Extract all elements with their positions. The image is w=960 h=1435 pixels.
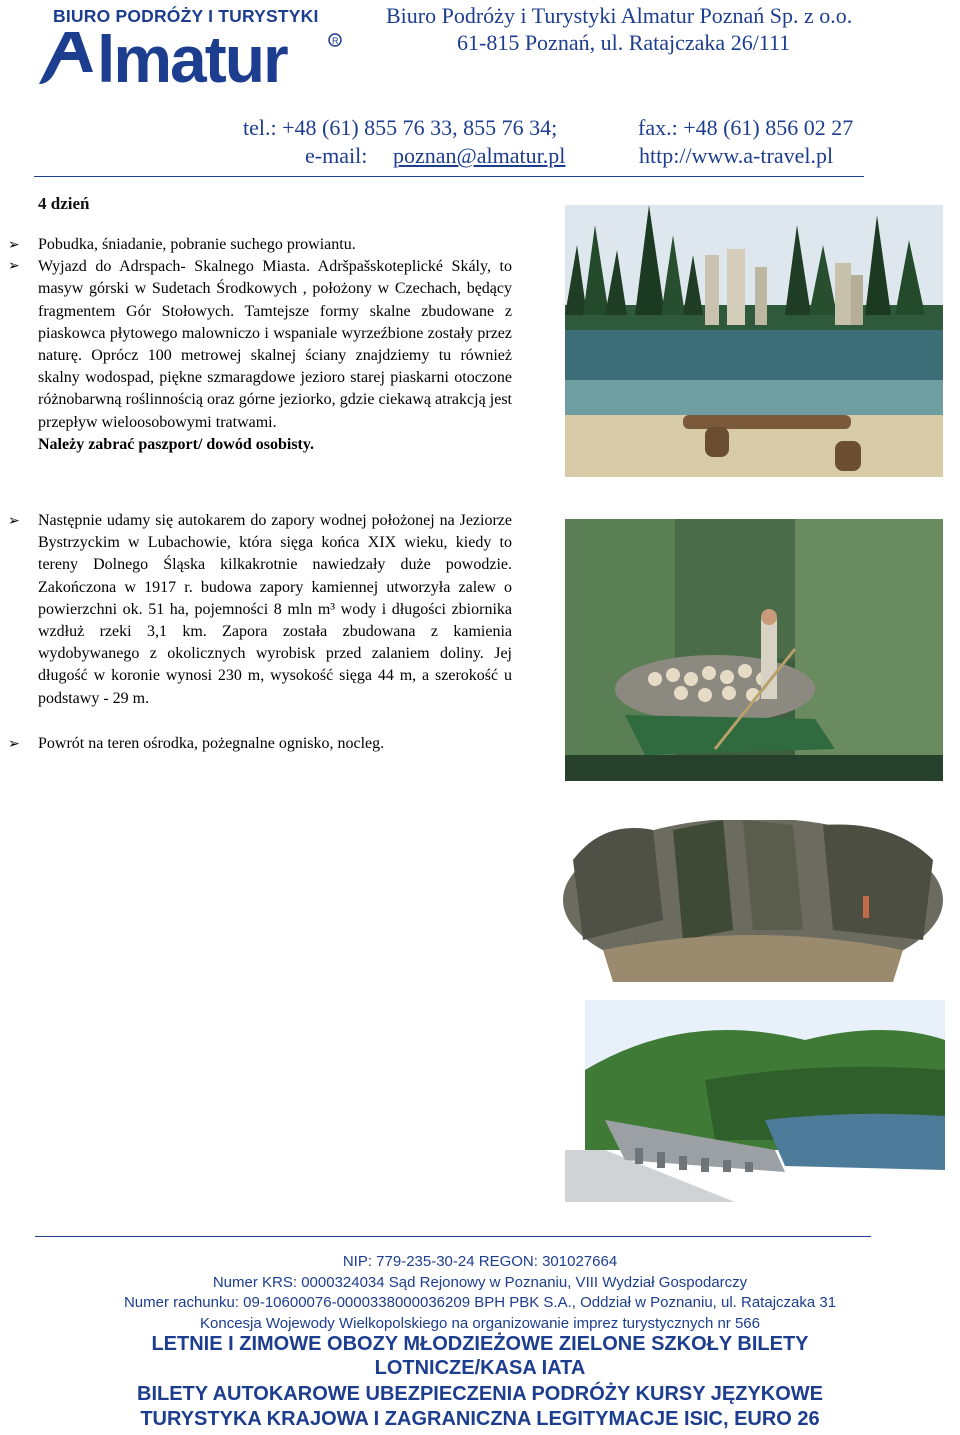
email-label: e-mail: <box>305 143 368 168</box>
website-link[interactable]: http://www.a-travel.pl <box>639 143 834 168</box>
list-item: Następnie udamy się autokarem do zapory wodnej położonej na Jeziorze Bystrzyckim w Lubachowie, która sięga końca XIX wieku, kiedy to tereny Dolnego Śląska kilkakrotnie nawiedzały duże powodzie. Zakończona w 1917 r. budowa zapory kamiennej utworzyła zalew o powierzchni ok. 51 ha, pojemności 8 mln m³ wody i długości zbiornika wzdłuż rzeki 3,1 km. Zapora została zbudowana z kamienia wydobywanego z okolicznych wyrobisk przed zalaniem doliny. Jej długość w koronie wynosi 230 m, wysokość sięga 44 m, a szerokość u podstawy - 29 m. <box>38 512 512 707</box>
lake-photo <box>565 205 943 477</box>
list-item-text: Pobudka, śniadanie, pobranie suchego prowiantu. <box>38 236 356 253</box>
phone-numbers: tel.: +48 (61) 855 76 33, 855 76 34; <box>243 115 558 140</box>
passport-note: Należy zabrać paszport/ dowód osobisty. <box>38 435 314 453</box>
dam-photo <box>565 1000 945 1202</box>
email-link[interactable]: poznan@almatur.pl <box>393 143 566 168</box>
svg-text:R: R <box>332 36 339 46</box>
footer-nip-regon: NIP: 779-235-30-24 REGON: 301027664 <box>342 1253 618 1270</box>
footer-bank-account: Numer rachunku: 09-10600076-0000338000036209 BPH PBK S.A., Oddział w Poznaniu, ul. Ratajczaka 31 <box>123 1294 837 1311</box>
footer-services-line-1: LETNIE I ZIMOWE OBOZY MŁODZIEŻOWE ZIELONE SZKOŁY BILETY <box>151 1333 809 1355</box>
logo-wordmark-text: lmatur <box>97 22 287 88</box>
list-item <box>8 234 512 456</box>
bullet-icon: ➢ <box>8 259 20 275</box>
logo-wordmark <box>35 22 345 88</box>
fax-number: fax.: +48 (61) 856 02 27 <box>638 115 854 140</box>
day-title: 4 dzień <box>38 194 90 213</box>
bullet-icon: ➢ <box>8 238 20 253</box>
footer-services-line-4: TURYSTYKA KRAJOWA I ZAGRANICZNA LEGITYMACJE ISIC, EURO 26 <box>140 1408 820 1430</box>
logo-topline: BIURO PODRÓŻY I TURYSTYKI <box>53 6 319 26</box>
footer-divider <box>35 1236 871 1237</box>
bullet-icon: ➢ <box>8 514 20 529</box>
footer-services-line-3: BILETY AUTOKAROWE UBEZPIECZENIA PODRÓŻY KURSY JĘZYKOWE <box>137 1383 823 1405</box>
raft-photo <box>565 519 943 781</box>
list-item: Powrót na teren ośrodka, pożegnalne ognisko, nocleg. <box>38 735 385 752</box>
bullet-icon: ➢ <box>8 737 20 752</box>
footer-services-line-2: LOTNICZE/KASA IATA <box>374 1357 586 1379</box>
header-divider <box>34 176 864 177</box>
footer-krs: Numer KRS: 0000324034 Sąd Rejonowy w Poznaniu, VIII Wydział Gospodarczy <box>212 1274 748 1291</box>
rock-town-photo <box>563 820 943 982</box>
almatur-logo <box>35 6 345 88</box>
company-address: 61-815 Poznań, ul. Ratajczaka 26/111 <box>457 30 791 55</box>
footer-license: Koncesja Wojewody Wielkopolskiego na organizowanie imprez turystycznych nr 566 <box>200 1315 760 1332</box>
list-item-text: Wyjazd do Adrspach- Skalnego Miasta. Adršpašskoteplické Skály, to masyw górski w Sudetach Środkowych , położony w Czechach, będący fragmentem Gór Stołowych. Tamtejsze formy skalne zbudowane z piaskowca płytowego malowniczo i wspaniale wyrzeźbione zostały przez naturę. Oprócz 100 metrowej skalnej ściany znajdziemy tu również skalny wodospad, piękne szmaragdowe jezioro starej piaskarni otoczone różnobarwną roślinnością oraz górne jeziorko, gdzie ciekawą atrakcją jest przepływ wieloosobowymi tratwami. <box>38 258 512 431</box>
company-name: Biuro Podróży i Turystyki Almatur Poznań Sp. z o.o. <box>386 3 853 28</box>
